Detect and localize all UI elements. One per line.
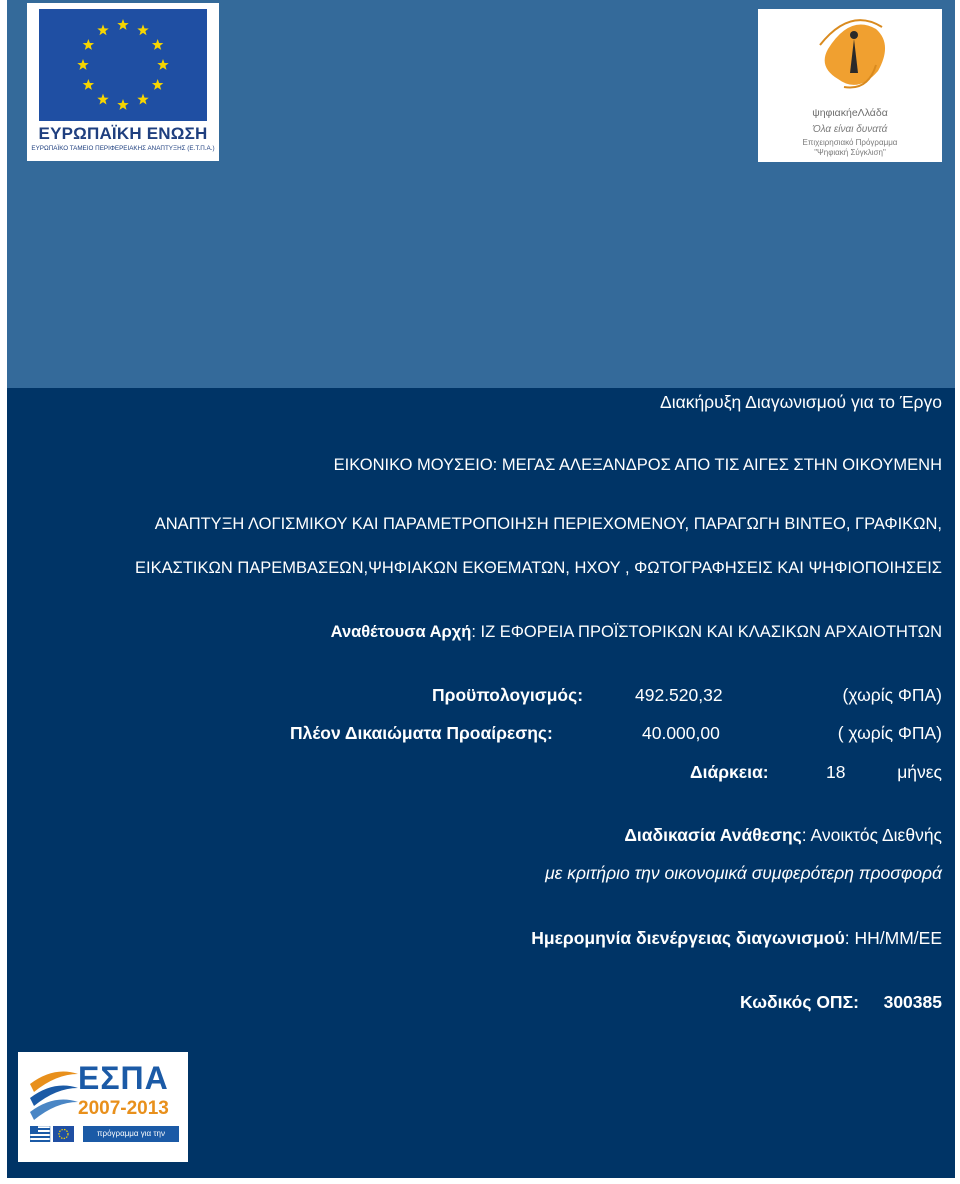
eu-star-icon [117,19,128,30]
eu-star-icon [77,59,88,70]
espa-wordmark: ΕΣΠΑ [78,1060,169,1096]
eu-star-icon [152,79,163,90]
greek-eu-flags-icon [30,1126,74,1142]
award-procedure [624,827,942,845]
digital-greece-emblem-icon [758,9,942,107]
options-note: ( χωρίς ΦΠΑ) [837,723,942,743]
digital-greece-program: Επιχειρησιακό Πρόγραμμα [802,138,898,147]
digital-greece-wordmark: ψηφιακήeΛλάδα [812,107,888,119]
espa-swoosh-icon [26,1062,86,1132]
eu-star-icon [97,94,108,105]
eu-logo [27,3,219,161]
project-scope-line2: ΕΙΚΑΣΤΙΚΩΝ ΠΑΡΕΜΒΑΣΕΩΝ,ΨΗΦΙΑΚΩΝ ΕΚΘΕΜΑΤΩΝ, ΗΧΟΥ , ΦΩΤΟΓΡΑΦΗΣΕΙΣ ΚΑΙ ΨΗΦΙΟΠΟΙΗΣΕΙΣ [135,559,942,577]
eu-star-icon [137,94,148,105]
eu-star-icon [152,39,163,50]
duration-label: Διάρκεια: [690,762,769,782]
tender-date-value: : ΗΗ/ΜΜ/ΕΕ [844,928,942,948]
espa-logo [18,1052,188,1162]
ops-code-label: Κωδικός ΟΠΣ: [740,992,859,1012]
eu-star-icon [157,59,168,70]
project-scope-line1: ΑΝΑΠΤΥΞΗ ΛΟΓΙΣΜΙΚΟΥ ΚΑΙ ΠΑΡΑΜΕΤΡΟΠΟΙΗΣΗ ΠΕΡΙΕΧΟΜΕΝΟΥ, ΠΑΡΑΓΩΓΗ ΒΙΝΤΕΟ, ΓΡΑΦΙΚΩΝ, [154,515,942,533]
espa-tagline: πρόγραμμα για την ανάπτυξη [83,1126,179,1142]
eu-flag-icon [39,9,207,121]
digital-greece-slogan: Όλα είναι δυνατά [812,124,888,135]
eu-logo-title: ΕΥΡΩΠΑΪΚΗ ΕΝΩΣΗ [38,124,208,143]
award-procedure-value: : Ανοικτός Διεθνής [801,825,942,845]
contracting-authority-label: Αναθέτουσα Αρχή [330,623,472,641]
eu-star-icon [137,24,148,35]
budget-value: 492.520,32 [635,685,723,705]
contracting-authority [331,624,942,641]
award-procedure-label: Διαδικασία Ανάθεσης [624,825,802,845]
digital-greece-program-name: "Ψηφιακή Σύγκλιση" [814,148,886,157]
duration-unit: μήνες [897,762,942,782]
document-heading: Διακήρυξη Διαγωνισμού για το Έργο [660,392,942,412]
eu-star-icon [97,24,108,35]
options-label: Πλέον Δικαιώματα Προαίρεσης: [290,723,553,743]
eu-star-icon [117,99,128,110]
eu-logo-subtitle: ΕΥΡΩΠΑΪΚΟ ΤΑΜΕΙΟ ΠΕΡΙΦΕΡΕΙΑΚΗΣ ΑΝΑΠΤΥΞΗΣ (Ε.Τ.Π.Α.) [31,145,215,152]
award-criterion: με κριτήριο την οικονομικά συμφερότερη προσφορά [545,863,942,883]
digital-greece-logo [758,9,942,162]
eu-stars-icon [39,9,207,121]
eu-star-icon [83,79,94,90]
ops-code-value: 300385 [883,992,942,1012]
contracting-authority-value: : ΙΖ ΕΦΟΡΕΙΑ ΠΡΟΪΣΤΟΡΙΚΩΝ ΚΑΙ ΚΛΑΣΙΚΩΝ ΑΡΧΑΙΟΤΗΤΩΝ [471,623,942,641]
duration-value: 18 [826,762,846,782]
options-value: 40.000,00 [642,723,720,743]
eu-star-icon [83,39,94,50]
tender-date [531,930,942,948]
project-title: ΕΙΚΟΝΙΚΟ ΜΟΥΣΕΙΟ: ΜΕΓΑΣ ΑΛΕΞΑΝΔΡΟΣ ΑΠΟ ΤΙΣ ΑΙΓΕΣ ΣΤΗΝ ΟΙΚΟΥΜΕΝΗ [333,456,942,474]
budget-label: Προϋπολογισμός: [432,685,584,705]
budget-note: (χωρίς ΦΠΑ) [842,685,942,705]
espa-years: 2007-2013 [78,1098,169,1119]
tender-date-label: Ημερομηνία διενέργειας διαγωνισμού [531,928,845,948]
